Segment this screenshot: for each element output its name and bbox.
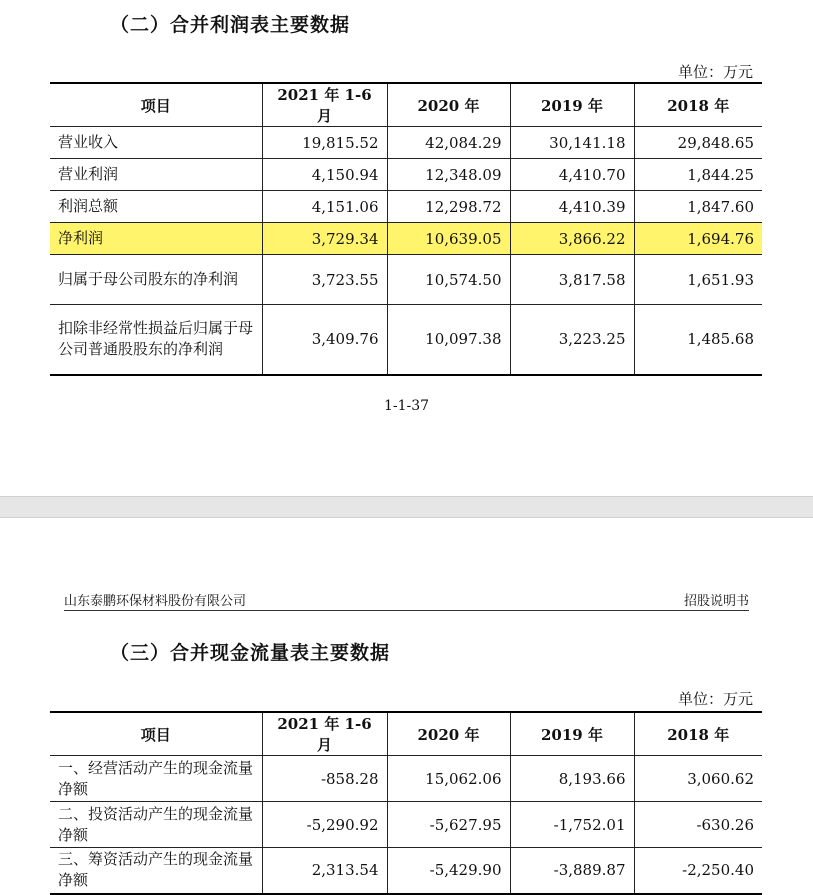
- table-row: [50, 127, 762, 159]
- table-row: [50, 159, 762, 191]
- cell-value: 42,084.29: [387, 127, 510, 159]
- cell-value: 3,723.55: [262, 255, 387, 305]
- cell-value: 30,141.18: [510, 127, 634, 159]
- cell-value: 19,815.52: [262, 127, 387, 159]
- row-label: 营业利润: [50, 159, 262, 191]
- cell-value: -858.28: [262, 756, 387, 802]
- row-label: 营业收入: [50, 127, 262, 159]
- cell-value: 1,847.60: [634, 191, 762, 223]
- table-row: [50, 191, 762, 223]
- cell-value: 10,574.50: [387, 255, 510, 305]
- cell-value: 1,694.76: [634, 223, 762, 255]
- cell-value: 4,150.94: [262, 159, 387, 191]
- table-row: [50, 848, 762, 894]
- cell-value: 10,097.38: [387, 305, 510, 375]
- cell-value: -3,889.87: [510, 848, 634, 894]
- cell-value: 1,844.25: [634, 159, 762, 191]
- table-header-row: [50, 712, 762, 756]
- col-header-2019: 2019 年: [510, 83, 634, 127]
- page-number: 1-1-37: [383, 398, 430, 414]
- row-label: 三、筹资活动产生的现金流量净额: [50, 848, 262, 894]
- col-header-item: 项目: [50, 83, 262, 127]
- cell-value: 3,817.58: [510, 255, 634, 305]
- table-row: [50, 255, 762, 305]
- col-header-2021h1: 2021 年 1-6 月: [262, 83, 387, 127]
- table-row: [50, 802, 762, 848]
- table-row: [50, 305, 762, 375]
- cell-value: 10,639.05: [387, 223, 510, 255]
- unit-label: 单位：万元: [677, 690, 753, 708]
- cell-value: 4,410.39: [510, 191, 634, 223]
- cell-value: 12,298.72: [387, 191, 510, 223]
- col-header-2020: 2020 年: [387, 712, 510, 756]
- row-label: 二、投资活动产生的现金流量净额: [50, 802, 262, 848]
- cell-value: 4,410.70: [510, 159, 634, 191]
- row-label: 归属于母公司股东的净利润: [50, 255, 262, 305]
- cell-value: 2,313.54: [262, 848, 387, 894]
- income-statement-table: [50, 82, 762, 376]
- table-row: [50, 756, 762, 802]
- table-row-highlighted: [50, 223, 762, 255]
- cell-value: -5,627.95: [387, 802, 510, 848]
- cell-value: 3,223.25: [510, 305, 634, 375]
- cell-value: -1,752.01: [510, 802, 634, 848]
- unit-label: 单位：万元: [677, 63, 753, 81]
- company-name: 山东泰鹏环保材料股份有限公司: [64, 594, 247, 609]
- row-label: 利润总额: [50, 191, 262, 223]
- row-label: 净利润: [50, 223, 262, 255]
- col-header-2021h1: 2021 年 1-6 月: [262, 712, 387, 756]
- cell-value: 3,409.76: [262, 305, 387, 375]
- cell-value: 3,866.22: [510, 223, 634, 255]
- cell-value: 4,151.06: [262, 191, 387, 223]
- cell-value: -5,290.92: [262, 802, 387, 848]
- col-header-2018: 2018 年: [634, 712, 762, 756]
- row-label: 扣除非经常性损益后归属于母公司普通股股东的净利润: [50, 305, 262, 375]
- running-header: [64, 590, 749, 611]
- col-header-2019: 2019 年: [510, 712, 634, 756]
- document-type: 招股说明书: [683, 594, 749, 609]
- document-page-2: [0, 518, 813, 888]
- cell-value: 1,485.68: [634, 305, 762, 375]
- cell-value: 15,062.06: [387, 756, 510, 802]
- section-heading-cashflow: （三）合并现金流量表主要数据: [110, 642, 391, 664]
- cell-value: 3,060.62: [634, 756, 762, 802]
- cell-value: 12,348.09: [387, 159, 510, 191]
- cell-value: 3,729.34: [262, 223, 387, 255]
- row-label: 一、经营活动产生的现金流量净额: [50, 756, 262, 802]
- cell-value: 29,848.65: [634, 127, 762, 159]
- cell-value: -5,429.90: [387, 848, 510, 894]
- page-separator: [0, 496, 813, 518]
- section-heading-income: （二）合并利润表主要数据: [110, 14, 351, 36]
- cell-value: -630.26: [634, 802, 762, 848]
- col-header-2020: 2020 年: [387, 83, 510, 127]
- col-header-item: 项目: [50, 712, 262, 756]
- table-header-row: [50, 83, 762, 127]
- cashflow-table: [50, 711, 762, 895]
- cell-value: -2,250.40: [634, 848, 762, 894]
- cell-value: 8,193.66: [510, 756, 634, 802]
- cell-value: 1,651.93: [634, 255, 762, 305]
- col-header-2018: 2018 年: [634, 83, 762, 127]
